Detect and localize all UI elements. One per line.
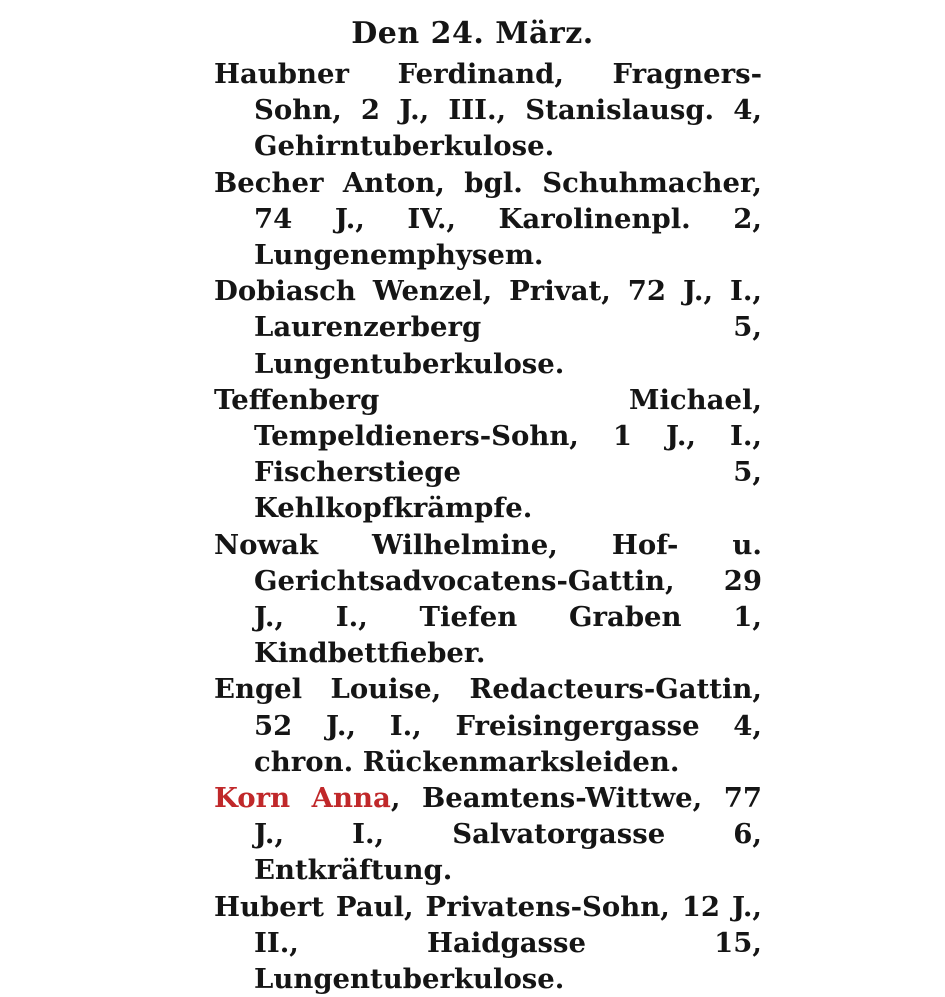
entry-details: , Hof- u. Gerichtsadvocatens-Gattin, 29 J., I., Tiefen Graben 1, Kindbettfieber. bbox=[254, 528, 762, 670]
deceased-name: Nowak Wilhelmine bbox=[214, 528, 549, 561]
entry-details: , Beamtens-Wittwe, 77 J., I., Salvatorgasse 6, Entkräftung. bbox=[254, 782, 763, 887]
deceased-name: Hubert Paul bbox=[214, 890, 405, 923]
register-entry bbox=[214, 382, 762, 527]
register-entry bbox=[214, 273, 762, 382]
deceased-name: Engel Louise bbox=[214, 673, 432, 706]
entry-details: , Redacteurs-Gattin, 52 J., I., Freisingergasse 4, chron. Rückenmarksleiden. bbox=[254, 673, 762, 778]
deceased-name: Dobiasch Wenzel bbox=[214, 275, 483, 308]
deceased-name: Teffenberg Michael bbox=[214, 383, 753, 416]
deceased-name: Becher Anton bbox=[214, 166, 436, 199]
register-entry-highlighted bbox=[214, 780, 762, 889]
register-entry bbox=[214, 165, 762, 274]
register-entry bbox=[214, 527, 762, 672]
deceased-name-highlighted: Korn Anna bbox=[214, 782, 391, 815]
entry-details: , Privat, 72 J., I., Laurenzerberg 5, Lungentuberkulose. bbox=[254, 275, 762, 380]
entry-details: , Privatens-Sohn, 12 J., II., Haidgasse 15, Lungentuberkulose. bbox=[254, 890, 763, 996]
date-heading: Den 24. März. bbox=[351, 16, 594, 51]
entry-details: , bgl. Schuhmacher, 74 J., IV., Karolinenpl. 2, Lungenemphysem. bbox=[254, 166, 763, 272]
deceased-name: Haubner Ferdinand bbox=[214, 58, 555, 90]
death-register-list bbox=[214, 56, 762, 997]
register-entry bbox=[214, 671, 762, 780]
register-entry bbox=[214, 56, 762, 165]
register-entry bbox=[214, 889, 762, 997]
entry-details: , Fragners-Sohn, 2 J., III., Stanislausg. 4, Gehirntuberkulose. bbox=[254, 58, 762, 163]
entry-details: , Tempeldieners-Sohn, 1 J., I., Fischerstiege 5, Kehlkopfkrämpfe. bbox=[254, 383, 762, 525]
